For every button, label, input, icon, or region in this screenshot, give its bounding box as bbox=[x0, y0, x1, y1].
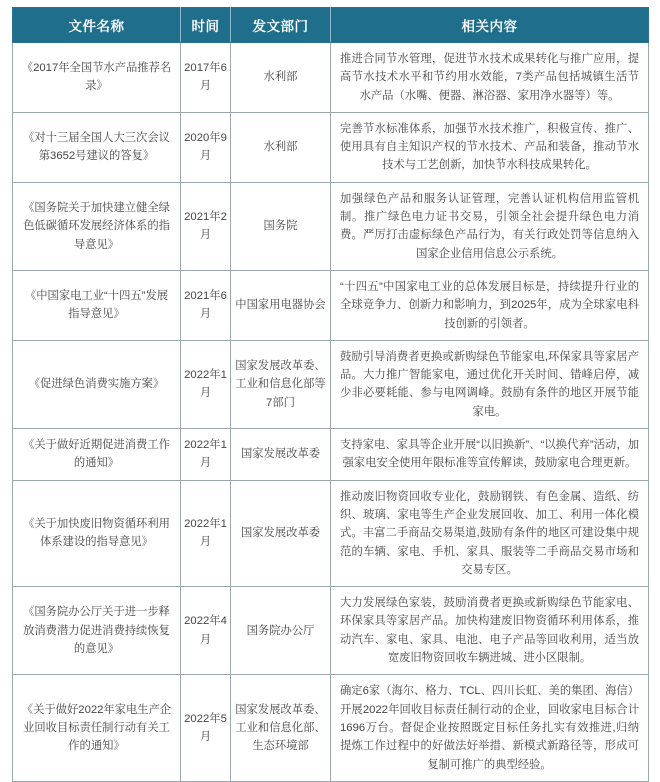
table-row bbox=[13, 675, 649, 781]
table-row bbox=[13, 270, 649, 340]
column-header-file-name: 文件名称 bbox=[13, 8, 181, 43]
table-row bbox=[13, 587, 649, 675]
cell-file-name: 《促进绿色消费实施方案》 bbox=[13, 340, 181, 428]
cell-file-name: 《关于做好近期促进消费工作的通知》 bbox=[13, 429, 181, 481]
cell-time: 2022年4月 bbox=[181, 587, 231, 675]
cell-content: 支持家电、家具等企业开展“以旧换新”、“以换代弃”活动，加强家电安全使用年限标准等宣传解读，鼓励家电合理更新。 bbox=[331, 429, 649, 481]
table-row bbox=[13, 182, 649, 270]
cell-time: 2020年9月 bbox=[181, 112, 231, 182]
cell-time: 2017年6月 bbox=[181, 43, 231, 113]
cell-department: 国家发展改革委、工业和信息化部、生态环境部 bbox=[231, 675, 331, 781]
column-header-department: 发文部门 bbox=[231, 8, 331, 43]
table-row bbox=[13, 429, 649, 481]
cell-department: 国务院 bbox=[231, 182, 331, 270]
cell-file-name: 《国务院关于加快建立健全绿色低碳循环发展经济体系的指导意见》 bbox=[13, 182, 181, 270]
cell-content: “十四五”中国家电工业的总体发展目标是，持续提升行业的全球竞争力、创新力和影响力，到2025年，成为全球家电科技创新的引领者。 bbox=[331, 270, 649, 340]
cell-time: 2022年1月 bbox=[181, 340, 231, 428]
cell-department: 国家发展改革委 bbox=[231, 429, 331, 481]
cell-time: 2022年1月 bbox=[181, 480, 231, 586]
table-body bbox=[13, 43, 649, 782]
cell-department: 中国家用电器协会 bbox=[231, 270, 331, 340]
cell-content: 推进合同节水管理，促进节水技术成果转化与推广应用，提高节水技术水平和节约用水效能，7类产品包括城镇生活节水产品（水嘴、便器、淋浴器、家用净水器等）等。 bbox=[331, 43, 649, 113]
cell-content: 鼓励引导消费者更换或新购绿色节能家电,环保家具等家居产品。大力推广智能家电，通过优化开关时间、错峰启停，减少非必要耗能、参与电网调峰。鼓励有条件的地区开展节能家电。 bbox=[331, 340, 649, 428]
cell-file-name: 《关于做好2022年家电生产企业回收目标责任制行动有关工作的通知》 bbox=[13, 675, 181, 781]
cell-department: 国家发展改革委 bbox=[231, 480, 331, 586]
cell-time: 2021年2月 bbox=[181, 182, 231, 270]
table-row bbox=[13, 340, 649, 428]
cell-file-name: 《对十三届全国人大三次会议第3652号建议的答复》 bbox=[13, 112, 181, 182]
cell-department: 水利部 bbox=[231, 112, 331, 182]
cell-department: 水利部 bbox=[231, 43, 331, 113]
cell-time: 2021年6月 bbox=[181, 270, 231, 340]
cell-file-name: 《国务院办公厅关于进一步释放消费潜力促进消费持续恢复的意见》 bbox=[13, 587, 181, 675]
cell-content: 大力发展绿色家装，鼓励消费者更换或新购绿色节能家电、环保家具等家居产品。加快构建废旧物资循环利用体系，推动汽车、家电、家具、电池、电子产品等回收利用，适当放宽废旧物资回收车辆进城、进小区限制。 bbox=[331, 587, 649, 675]
table-row bbox=[13, 480, 649, 586]
table-header-row bbox=[13, 8, 649, 43]
cell-content: 确定6家（海尔、格力、TCL、四川长虹、美的集团、海信）开展2022年回收目标责任制行动的企业，回收家电目标合计1696万台。督促企业按照既定目标任务扎实有效推进,归纳提炼工作过程中的好做法好举措、新模式新路径等，形成可复制可推广的典型经验。 bbox=[331, 675, 649, 781]
cell-content: 加强绿色产品和服务认证管理，完善认证机构信用监管机制。推广绿色电力证书交易，引领全社会提升绿色电力消费。严厉打击虚标绿色产品行为，有关行政处罚等信息纳入国家企业信用信息公示系统。 bbox=[331, 182, 649, 270]
cell-file-name: 《中国家电工业“十四五”发展指导意见》 bbox=[13, 270, 181, 340]
column-header-time: 时间 bbox=[181, 8, 231, 43]
cell-file-name: 《2017年全国节水产品推荐名录》 bbox=[13, 43, 181, 113]
cell-time: 2022年1月 bbox=[181, 429, 231, 481]
column-header-content: 相关内容 bbox=[331, 8, 649, 43]
cell-content: 推动废旧物资回收专业化，鼓励钢铁、有色金属、造纸、纺织、玻璃、家电等生产企业发展回收、加工、利用一体化模式。丰富二手商品交易渠道,鼓励有条件的地区可建设集中规范的车辆、家电、手机、家具、服装等二手商品交易市场和交易专区。 bbox=[331, 480, 649, 586]
table-header bbox=[13, 8, 649, 43]
cell-content: 完善节水标准体系，加强节水技术推广，积极宣传、推广、使用具有自主知识产权的节水技术、产品和装备，推动节水技术与工艺创新，加快节水科技成果转化。 bbox=[331, 112, 649, 182]
cell-time: 2022年5月 bbox=[181, 675, 231, 781]
cell-file-name: 《关于加快废旧物资循环利用体系建设的指导意见》 bbox=[13, 480, 181, 586]
cell-department: 国务院办公厅 bbox=[231, 587, 331, 675]
cell-department: 国家发展改革委、工业和信息化部等7部门 bbox=[231, 340, 331, 428]
table-row bbox=[13, 43, 649, 113]
table-row bbox=[13, 112, 649, 182]
policy-table bbox=[12, 7, 649, 782]
